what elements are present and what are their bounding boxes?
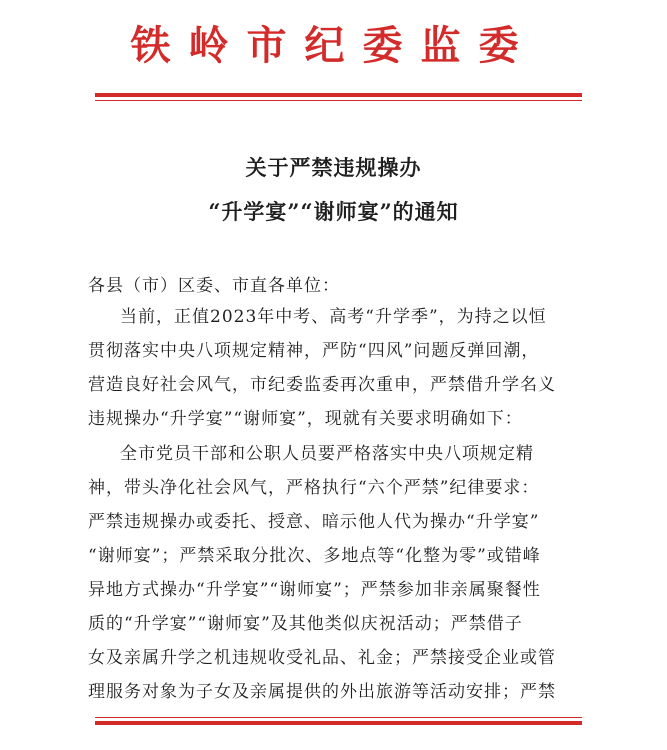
salutation: 各县（市）区委、市直各单位： [88, 276, 340, 296]
footer-rule-thick [95, 721, 582, 725]
footer-rule-thin [95, 717, 582, 718]
paragraph-line: 违规操办“升学宴”“谢师宴”，现就有关要求明确如下： [88, 409, 523, 429]
paragraph-line: “谢师宴”；严禁采取分批次、多地点等“化整为零”或错峰 [88, 546, 541, 566]
paragraph-line: 女及亲属升学之机违规收受礼品、礼金；严禁接受企业或管 [88, 648, 556, 668]
doc-title-line1: 关于严禁违规操办 [245, 155, 422, 180]
paragraph-line: 严禁违规操办或委托、授意、暗示他人代为操办“升学宴” [88, 512, 540, 532]
paragraph-line: 营造良好社会风气，市纪委监委再次重申，严禁借升学名义 [88, 375, 556, 395]
doc-title-line2: “升学宴”“谢师宴”的通知 [208, 199, 459, 224]
paragraph-line: 异地方式操办“升学宴”“谢师宴”；严禁参加非亲属聚餐性 [88, 580, 541, 600]
paragraph-line: 神，带头净化社会风气，严格执行“六个严禁”纪律要求： [88, 478, 540, 498]
org-name-header: 铁岭市纪委监委 [130, 22, 537, 69]
paragraph-line: 贯彻落实中央八项规定精神，严防“四风”问题反弹回潮， [88, 341, 540, 361]
paragraph-line: 当前，正值2023年中考、高考“升学季”，为持之以恒 [120, 307, 547, 327]
header-rule-thick [95, 93, 582, 97]
paragraph-line: 质的“升学宴”“谢师宴”及其他类似庆祝活动；严禁借子 [88, 614, 523, 634]
paragraph-line: 全市党员干部和公职人员要严格落实中央八项规定精 [120, 444, 534, 464]
header-rule-thin [95, 100, 582, 101]
paragraph-line: 理服务对象为子女及亲属提供的外出旅游等活动安排；严禁 [88, 682, 556, 702]
